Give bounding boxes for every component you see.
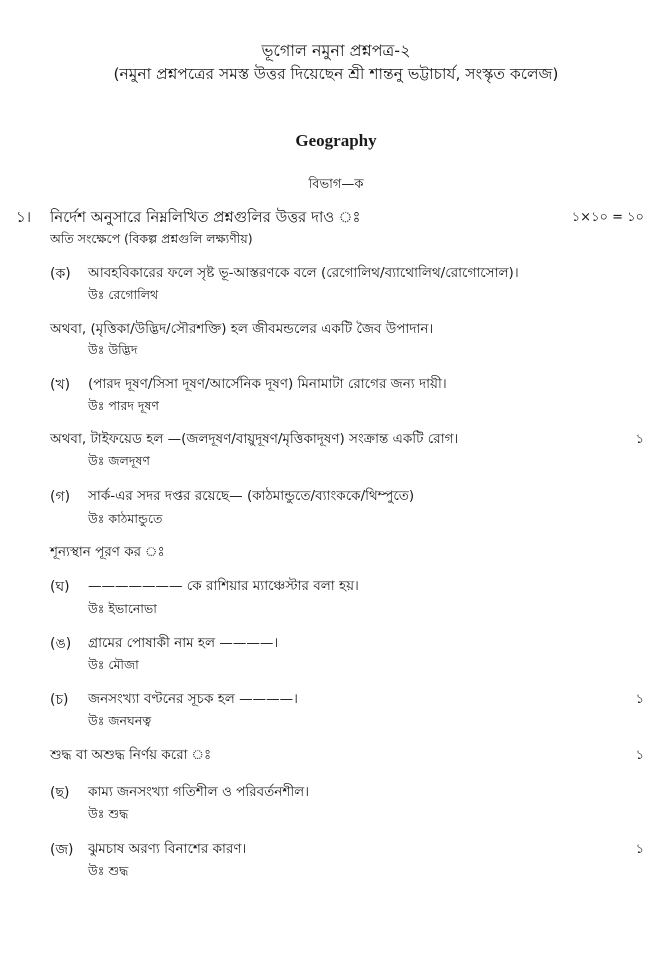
item-answer: উঃ পারদ দূষণ (88, 398, 159, 413)
question-marks: ১×১০ = ১০ (571, 210, 644, 225)
item-text: সার্ক-এর সদর দপ্তর রয়েছে— (কাঠমান্ডুতে/ব্যাংককে/থিম্পুতে) (88, 488, 415, 504)
item-label: (গ) (50, 489, 71, 505)
item-answer: উঃ মৌজা (88, 657, 139, 672)
item-marks: ১ (635, 432, 644, 447)
section-heading: বিভাগ—ক (308, 177, 364, 192)
subject-heading: Geography (295, 131, 377, 150)
item-answer: উঃ রেগোলিথ (88, 287, 159, 302)
question-note: অতি সংক্ষেপে (বিকল্প প্রশ্নগুলি লক্ষ্যণীয়) (50, 231, 253, 246)
item-text: অথবা, টাইফয়েড হল —(জলদূষণ/বায়ুদূষণ/মৃত্তিকাদূষণ) সংক্রান্ত একটি রোগ। (50, 431, 459, 447)
item-text: ——————— কে রাশিয়ার ম্যাঞ্চেস্টার বলা হয়। (88, 578, 359, 594)
true-false-heading: শুদ্ধ বা অশুদ্ধ নির্ণয় করো ঃ (50, 747, 212, 763)
item-answer: উঃ ইভানোভা (88, 601, 157, 616)
item-label: (চ) (50, 692, 69, 708)
item-answer: উঃ জলদূষণ (88, 453, 150, 468)
item-text: (পারদ দূষণ/সিসা দূষণ/আর্সেনিক দূষণ) মিনামাটা রোগের জন্য দায়ী। (88, 376, 447, 392)
item-label: (ছ) (50, 785, 70, 801)
item-marks: ১ (635, 692, 644, 707)
item-answer: উঃ উদ্ভিদ (88, 342, 138, 357)
item-text: কাম্য জনসংখ্যা গতিশীল ও পরিবর্তনশীল। (88, 784, 310, 800)
question-number: ১। (16, 208, 32, 226)
item-label: (ঘ) (50, 579, 70, 595)
item-label: (জ) (50, 842, 74, 858)
item-answer: উঃ শুদ্ধ (88, 863, 129, 878)
item-marks: ১ (635, 842, 644, 857)
item-text: আবহবিকারের ফলে সৃষ্ট ভূ-আস্তরণকে বলে (রেগোলিথ/ব্যাথোলিথ/রোগোসোল)। (88, 265, 519, 281)
item-label: (খ) (50, 377, 71, 393)
item-answer: উঃ কাঠমান্ডুতে (88, 511, 163, 526)
true-false-marks: ১ (635, 748, 644, 763)
paper-title: ভূগোল নমুনা প্রশ্নপত্র-২ (261, 41, 411, 60)
item-text: অথবা, (মৃত্তিকা/উদ্ভিদ/সৌরশক্তি) হল জীবমন্ডলের একটি জৈব উপাদান। (50, 321, 434, 337)
fill-blanks-heading: শূন্যস্থান পূরণ কর ঃ (50, 544, 165, 560)
item-answer: উঃ জনঘনত্ব (88, 713, 152, 728)
item-label: (ঙ) (50, 636, 72, 652)
question-instruction: নির্দেশ অনুসারে নিম্নলিখিত প্রশ্নগুলির উত্তর দাও ঃ (50, 208, 361, 226)
item-text: গ্রামের পোষাকী নাম হল ————। (88, 635, 279, 651)
item-text: ঝুমচাষ অরণ্য বিনাশের কারণ। (88, 841, 247, 857)
item-answer: উঃ শুদ্ধ (88, 806, 129, 821)
item-label: (ক) (50, 266, 71, 282)
paper-subtitle: (নমুনা প্রশ্নপত্রের সমস্ত উত্তর দিয়েছেন শ্রী শান্তনু ভট্টাচার্য, সংস্কৃত কলেজ) (113, 65, 559, 83)
item-text: জনসংখ্যা বণ্টনের সূচক হল ————। (88, 691, 298, 707)
